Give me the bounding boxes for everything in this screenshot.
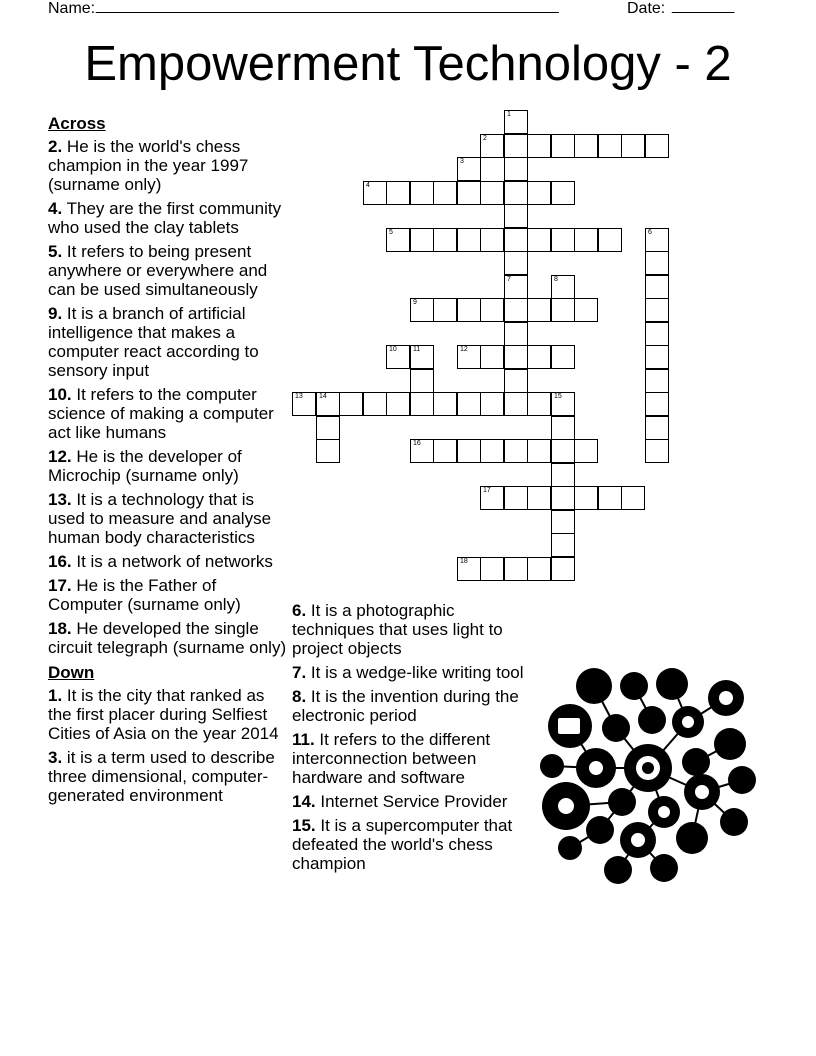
grid-cell[interactable] [480, 298, 504, 322]
grid-cell[interactable] [504, 298, 528, 322]
grid-cell[interactable] [433, 298, 457, 322]
across-clue-2 [48, 137, 288, 194]
grid-cell[interactable] [339, 392, 363, 416]
grid-cell[interactable] [457, 181, 481, 205]
down-clue-3 [48, 748, 288, 805]
grid-cell[interactable] [504, 181, 528, 205]
name-label: Name: [48, 0, 100, 17]
clue-number: 17. [48, 576, 72, 595]
grid-cell[interactable] [504, 251, 528, 275]
grid-cell[interactable] [527, 439, 551, 463]
cell-number: 1 [507, 111, 511, 118]
grid-cell[interactable] [504, 486, 528, 510]
cell-number: 8 [554, 276, 558, 283]
date-blank[interactable]: _______ [672, 0, 735, 14]
grid-cell[interactable] [551, 298, 575, 322]
clue-number: 6. [292, 601, 307, 620]
grid-cell[interactable] [645, 345, 669, 369]
grid-cell[interactable] [457, 157, 481, 181]
down-clue-14 [292, 792, 532, 811]
grid-cell[interactable] [621, 486, 645, 510]
grid-cell[interactable] [645, 251, 669, 275]
cell-number: 15 [554, 393, 562, 400]
grid-cell[interactable] [410, 228, 434, 252]
grid-cell[interactable] [551, 345, 575, 369]
grid-cell[interactable] [504, 275, 528, 299]
clue-text: it is a term used to describe three dimensional, computer-generated environment [48, 748, 275, 805]
clue-number: 4. [48, 199, 63, 218]
clue-number: 3. [48, 748, 63, 767]
cell-number: 4 [366, 182, 370, 189]
grid-cell[interactable] [363, 392, 387, 416]
across-clue-4 [48, 199, 288, 237]
across-clue-9 [48, 304, 288, 380]
clue-text: It is the city that ranked as the first placer during Selfiest Cities of Asia on the year 2014 [48, 686, 279, 743]
grid-cell[interactable] [645, 392, 669, 416]
clue-text: It is a branch of artificial intelligence that makes a computer react according to sensory input [48, 304, 259, 380]
grid-cell[interactable] [574, 228, 598, 252]
grid-cell[interactable] [551, 134, 575, 158]
grid-cell[interactable] [574, 134, 598, 158]
grid-cell[interactable] [598, 228, 622, 252]
clue-text: They are the first community who used the clay tablets [48, 199, 282, 237]
grid-cell[interactable] [480, 557, 504, 581]
grid-cell[interactable] [645, 134, 669, 158]
cell-number: 7 [507, 276, 511, 283]
grid-cell[interactable] [433, 392, 457, 416]
grid-cell[interactable] [480, 345, 504, 369]
across-clue-16 [48, 552, 288, 571]
clue-text: He is the Father of Computer (surname only) [48, 576, 241, 614]
down-heading: Down [48, 663, 95, 682]
cell-number: 13 [295, 393, 303, 400]
grid-cell[interactable] [551, 486, 575, 510]
grid-cell[interactable] [527, 345, 551, 369]
clue-number: 18. [48, 619, 72, 638]
clue-text: He is the world's chess champion in the year 1997 (surname only) [48, 137, 249, 194]
clue-number: 12. [48, 447, 72, 466]
grid-cell[interactable] [645, 369, 669, 393]
clue-number: 14. [292, 792, 316, 811]
grid-cell[interactable] [457, 298, 481, 322]
grid-cell[interactable] [480, 439, 504, 463]
across-clue-18 [48, 619, 288, 657]
grid-cell[interactable] [527, 392, 551, 416]
cell-number: 10 [389, 346, 397, 353]
down-clues-continued [292, 601, 532, 878]
across-clue-10 [48, 385, 288, 442]
grid-cell[interactable] [433, 439, 457, 463]
grid-cell[interactable] [316, 439, 340, 463]
grid-cell[interactable] [551, 510, 575, 534]
grid-cell[interactable] [292, 392, 316, 416]
grid-cell[interactable] [551, 392, 575, 416]
cell-number: 5 [389, 229, 393, 236]
grid-cell[interactable] [410, 392, 434, 416]
across-clue-5 [48, 242, 288, 299]
grid-cell[interactable] [527, 228, 551, 252]
clue-number: 10. [48, 385, 72, 404]
grid-cell[interactable] [551, 557, 575, 581]
clue-number: 2. [48, 137, 63, 156]
across-clues [48, 114, 288, 810]
down-clue-15 [292, 816, 532, 873]
grid-cell[interactable] [457, 557, 481, 581]
clue-text: It is a wedge-like writing tool [306, 663, 524, 682]
grid-cell[interactable] [527, 181, 551, 205]
clue-number: 9. [48, 304, 63, 323]
grid-cell[interactable] [386, 345, 410, 369]
clue-number: 16. [48, 552, 72, 571]
grid-cell[interactable] [527, 557, 551, 581]
clue-number: 13. [48, 490, 72, 509]
clue-number: 11. [292, 730, 315, 749]
grid-cell[interactable] [410, 298, 434, 322]
down-clue-8 [292, 687, 532, 725]
grid-cell[interactable] [527, 486, 551, 510]
clue-number: 5. [48, 242, 63, 261]
grid-cell[interactable] [316, 392, 340, 416]
grid-cell[interactable] [480, 228, 504, 252]
across-heading: Across [48, 114, 106, 133]
down-clue-6 [292, 601, 532, 658]
grid-cell[interactable] [504, 369, 528, 393]
clue-text: It is a photographic techniques that uses light to project objects [292, 601, 503, 658]
grid-cell[interactable] [551, 416, 575, 440]
grid-cell[interactable] [527, 134, 551, 158]
grid-cell[interactable] [386, 392, 410, 416]
cell-number: 3 [460, 158, 464, 165]
grid-cell[interactable] [645, 298, 669, 322]
grid-cell[interactable] [645, 416, 669, 440]
cell-number: 11 [413, 346, 421, 353]
grid-cell[interactable] [504, 110, 528, 134]
across-clue-17 [48, 576, 288, 614]
cell-number: 14 [319, 393, 327, 400]
grid-cell[interactable] [504, 134, 528, 158]
across-clue-12 [48, 447, 288, 485]
grid-cell[interactable] [574, 486, 598, 510]
cell-number: 12 [460, 346, 468, 353]
clue-number: 7. [292, 663, 307, 682]
grid-cell[interactable] [504, 204, 528, 228]
across-clue-13 [48, 490, 288, 547]
grid-cell[interactable] [410, 345, 434, 369]
grid-cell[interactable] [410, 181, 434, 205]
cell-number: 17 [483, 487, 491, 494]
grid-cell[interactable] [316, 416, 340, 440]
grid-cell[interactable] [598, 486, 622, 510]
clue-number: 8. [292, 687, 307, 706]
grid-cell[interactable] [574, 298, 598, 322]
grid-cell[interactable] [504, 439, 528, 463]
grid-cell[interactable] [386, 228, 410, 252]
grid-cell[interactable] [621, 134, 645, 158]
grid-cell[interactable] [457, 439, 481, 463]
grid-cell[interactable] [457, 392, 481, 416]
grid-cell[interactable] [551, 463, 575, 487]
grid-cell[interactable] [551, 533, 575, 557]
grid-cell[interactable] [386, 181, 410, 205]
grid-cell[interactable] [480, 181, 504, 205]
grid-cell[interactable] [504, 392, 528, 416]
name-blank[interactable]: ____________________________________________________ [96, 0, 559, 14]
clue-text: It is a supercomputer that defeated the world's chess champion [292, 816, 513, 873]
grid-cell[interactable] [504, 322, 528, 346]
grid-cell[interactable] [527, 298, 551, 322]
grid-cell[interactable] [480, 134, 504, 158]
grid-cell[interactable] [480, 392, 504, 416]
clue-text: Internet Service Provider [315, 792, 508, 811]
clue-text: It refers to the computer science of making a computer act like humans [48, 385, 274, 442]
cell-number: 6 [648, 229, 652, 236]
date-label: Date: [627, 0, 670, 17]
grid-cell[interactable] [410, 369, 434, 393]
cell-number: 2 [483, 135, 487, 142]
grid-cell[interactable] [433, 181, 457, 205]
grid-cell[interactable] [363, 181, 387, 205]
down-clue-1 [48, 686, 288, 743]
grid-cell[interactable] [645, 275, 669, 299]
grid-cell[interactable] [457, 228, 481, 252]
grid-cell[interactable] [457, 345, 481, 369]
down-clue-7 [292, 663, 532, 682]
grid-cell[interactable] [551, 275, 575, 299]
grid-cell[interactable] [551, 181, 575, 205]
grid-cell[interactable] [645, 228, 669, 252]
grid-cell[interactable] [504, 228, 528, 252]
grid-cell[interactable] [551, 439, 575, 463]
name-date-line [48, 0, 748, 20]
grid-cell[interactable] [410, 439, 434, 463]
clue-text: It is a network of networks [71, 552, 273, 571]
clue-text: It is the invention during the electronic period [292, 687, 519, 725]
down-clue-11 [292, 730, 532, 787]
grid-cell[interactable] [504, 157, 528, 181]
clue-text: He is the developer of Microchip (surname only) [48, 447, 242, 485]
grid-cell[interactable] [504, 557, 528, 581]
grid-cell[interactable] [433, 228, 457, 252]
grid-cell[interactable] [504, 345, 528, 369]
technology-icons-circle-cluster-icon [538, 662, 760, 886]
grid-cell[interactable] [645, 322, 669, 346]
clue-text: It refers to being present anywhere or everywhere and can be used simultaneously [48, 242, 268, 299]
clue-text: He developed the single circuit telegraph (surname only) [48, 619, 287, 657]
cell-number: 16 [413, 440, 421, 447]
grid-cell[interactable] [551, 228, 575, 252]
grid-cell[interactable] [480, 486, 504, 510]
clue-text: It is a technology that is used to measure and analyse human body characteristics [48, 490, 272, 547]
cell-number: 9 [413, 299, 417, 306]
page-title: Empowerment Technology - 2 [84, 37, 732, 91]
clue-text: It refers to the different interconnection between hardware and software [292, 730, 491, 787]
clue-number: 15. [292, 816, 316, 835]
grid-cell[interactable] [645, 439, 669, 463]
grid-cell[interactable] [598, 134, 622, 158]
cell-number: 18 [460, 558, 468, 565]
clue-number: 1. [48, 686, 63, 705]
grid-cell[interactable] [574, 439, 598, 463]
